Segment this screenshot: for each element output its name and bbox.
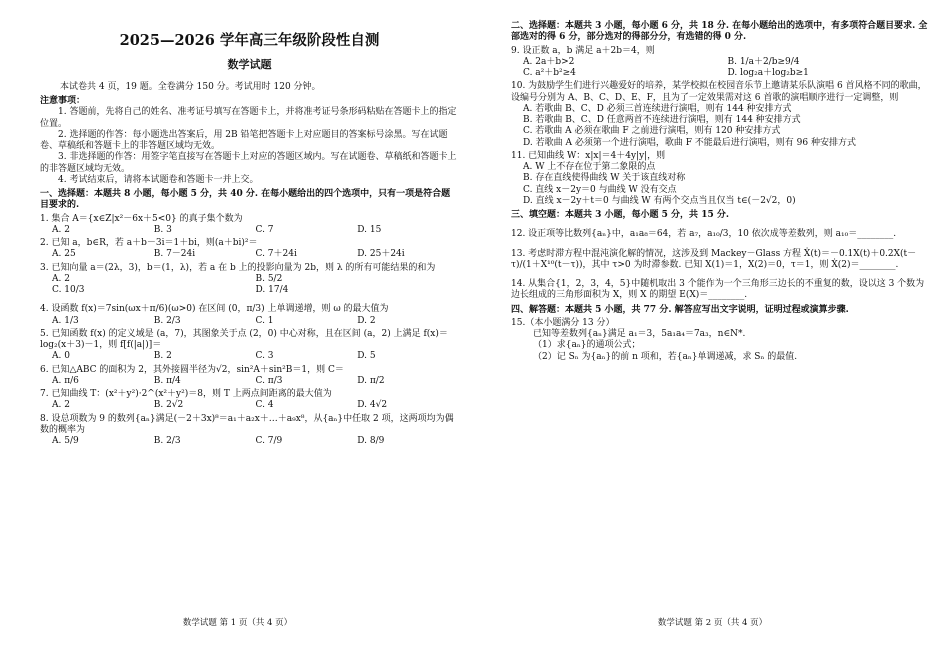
option: A. 2	[52, 273, 70, 284]
option: C. 10/3	[52, 285, 85, 296]
question-2: 2. 已知 a，b∈R，若 a＋b－3i＝1＋bi，则(a＋bi)²＝	[40, 238, 258, 249]
exam-subtitle: 数学试题	[227, 58, 272, 72]
notice-2: 2. 选择题的作答：每小题选出答案后，用 2B 铅笔把答题卡上对应题目的答案标号涂黑。写在试题卷、草稿纸和答题卡上的非答题区域均无效。	[40, 129, 448, 152]
question-15-part-2: （2）记 Sₙ 为{aₙ}的前 n 项和，若{aₙ}单调递减，求 Sₙ 的最值.	[533, 351, 798, 362]
option: D. 15	[357, 224, 382, 235]
question-6-options	[40, 376, 459, 387]
question-15-heading: 15.（本小题满分 13 分）	[511, 317, 615, 328]
question-4-options	[40, 316, 459, 327]
option: D. 5	[357, 351, 376, 362]
question-7-options	[40, 400, 459, 411]
option: C. 1	[255, 315, 274, 326]
option: A. 2	[52, 400, 70, 411]
question-12: 12. 设正项等比数列{aₙ}中，a₁a₈＝64，若 a₇，a₁₀/3，10 依次成等差数列，则 a₁₀＝________.	[511, 229, 897, 240]
question-5-options	[40, 351, 459, 362]
question-11: 11. 已知曲线 W：x|x|＝4＋4y|y|，则	[511, 150, 666, 161]
notice-heading: 注意事项：	[40, 96, 86, 107]
option: A. 2	[52, 224, 70, 235]
option: A. 5/9	[52, 436, 79, 447]
option: C. 4	[255, 400, 274, 411]
question-8: 8. 设总项数为 9 的数列{aₙ}满足(－2＋3x)⁸＝a₁＋a₂x＋…＋a₉x⁸，从{aₙ}中任取 2 项，这两项均为偶数的概率为	[40, 413, 454, 435]
notice-1: 1. 答题前，先将自己的姓名、准考证号填写在答题卡上，并将准考证号条形码粘贴在答题卡上的指定位置。	[40, 107, 457, 129]
page-footer: 数学试题 第 1 页（共 4 页）	[182, 618, 293, 629]
option: D. 若歌曲 A 必须第一个进行演唱，歌曲 F 不能最后进行演唱，则有 96 种安排方式	[523, 137, 856, 148]
option: A. 1/3	[52, 315, 79, 326]
option: B. 1/a＋2/b≥9/4	[727, 56, 800, 67]
option: B. π/4	[153, 375, 181, 386]
option: B. 2/3	[153, 436, 181, 447]
option: C. a²＋b²≥4	[523, 68, 576, 78]
option: D. π/2	[357, 375, 385, 386]
question-2-options	[40, 249, 459, 260]
question-9-options	[511, 57, 932, 80]
notice-3: 3. 非选择题的作答：用签字笔直接写在答题卡上对应的答题区域内。写在试题卷、草稿纸和答题卡上的非答题区域均无效。	[40, 152, 457, 174]
question-7: 7. 已知曲线 T：(x²＋y²)·2^(x²＋y²)＝8，则 T 上两点间距离的最大值为	[40, 389, 332, 400]
option: B. 存在直线使得曲线 W 关于该直线对称	[523, 173, 686, 184]
option: C. 7	[255, 224, 274, 235]
question-15-part-1: （1）求{aₙ}的通项公式；	[533, 340, 641, 351]
question-13: 13. 考虑时滞方程中混沌演化解的情况，这涉及到 Mackey－Glass 方程 Ẋ(t)＝－0.1X(t)＋0.2X(t－τ)/(1＋X¹⁰(t－τ))，其中 τ>0 为时滞参数. 已知 X(1)＝1，X(2)＝0，τ＝1，则 Ẋ(2)＝________.	[511, 248, 917, 270]
option: D. log₂a＋log₂b≥1	[727, 68, 809, 78]
option: A. W 上不存在位于第二象限的点	[523, 162, 656, 172]
option: C. 3	[255, 351, 274, 362]
question-15-stem: 已知等差数列{aₙ}满足 a₁＝3，5a₁a₄＝7a₃，n∈N*.	[533, 329, 746, 339]
question-4: 4. 设函数 f(x)＝7sin(ωx＋π/6)(ω>0) 在区间 (0，π/3) 上单调递增，则 ω 的最大值为	[40, 304, 389, 315]
page-footer: 数学试题 第 2 页（共 4 页）	[657, 618, 768, 629]
question-8-options	[40, 436, 459, 447]
exam-info: 本试卷共 4 页，19 题。全卷满分 150 分。考试用时 120 分钟。	[60, 81, 321, 92]
question-5: 5. 已知函数 f(x) 的定义域是 (a，7)，其图象关于点 (2，0) 中心对称，且在区间 (a，2) 上满足 f(x)＝log₂(x＋3)－1，则 f[f(|a|)]＝	[40, 328, 448, 351]
option: A. 0	[52, 351, 70, 362]
question-10: 10. 为鼓励学生们进行兴趣爱好的培养，某学校拟在校园音乐节上邀请某乐队演唱 6 首风格不同的歌曲，设编号分别为 A、B、C、D、E、F，且为了一定效果需对这 6 首歌的演唱顺序进行一定调整，则	[511, 81, 927, 103]
option: C. π/3	[255, 375, 283, 386]
page-2	[475, 0, 950, 659]
option: C. 直线 x－2y＝0 与曲线 W 没有交点	[523, 184, 677, 195]
notice-4: 4. 考试结束后，请将本试题卷和答题卡一并上交。	[58, 174, 259, 185]
option: C. 若歌曲 A 必须在歌曲 F 之前进行演唱，则有 120 种安排方式	[523, 126, 781, 137]
option: B. 2/3	[153, 315, 181, 326]
exam-title: 2025—2026 学年高三年级阶段性自测	[119, 32, 380, 49]
option: B. 5/2	[255, 273, 283, 284]
option: D. 8/9	[357, 436, 385, 447]
option: D. 17/4	[255, 285, 289, 296]
question-3-options	[40, 274, 459, 297]
question-1-options	[40, 225, 459, 236]
option: B. 2√2	[153, 400, 184, 411]
question-14: 14. 从集合{1，2，3，4，5}中随机取出 3 个能作为一个三角形三边长的不重复的数，设以这 3 个数为边长组成的三角形面积为 X，则 X 的期望 E(X)＝________.	[511, 279, 925, 301]
option: A. π/6	[52, 375, 79, 386]
option: B. 7－24i	[153, 249, 196, 260]
option: C. 7/9	[255, 436, 283, 447]
question-1: 1. 集合 A＝{x∈Z|x²－6x＋5<0} 的真子集个数为	[40, 213, 243, 224]
section-1-heading: 一、选择题：本题共 8 小题，每小题 5 分，共 40 分. 在每小题给出的四个选项中，只有一项是符合题目要求的.	[40, 189, 451, 211]
option: D. 4√2	[357, 400, 388, 411]
section-4-heading: 四、解答题：本题共 5 小题，共 77 分. 解答应写出文字说明，证明过程或演算步骤.	[511, 304, 849, 315]
question-3: 3. 已知向量 a＝(2λ，3)，b＝(1，λ)，若 a 在 b 上的投影向量为 2b，则 λ 的所有可能结果的和为	[40, 262, 436, 273]
section-3-heading: 三、填空题：本题共 3 小题，每小题 5 分，共 15 分.	[511, 210, 729, 220]
question-6: 6. 已知△ABC 的面积为 2，其外接圆半径为√2，sin²A＋sin²B＝1，则 C＝	[40, 364, 344, 375]
question-9: 9. 设正数 a，b 满足 a＋2b＝4，则	[511, 45, 655, 56]
option: B. 若歌曲 B、C、D 任意两首不连续进行演唱，则有 144 种安排方式	[523, 115, 801, 125]
option: D. 直线 x－2y＋t＝0 与曲线 W 有两个交点当且仅当 t∈(－2√2，0)	[523, 195, 796, 206]
option: A. 若歌曲 B、C、D 必须三首连续进行演唱，则有 144 种安排方式	[523, 103, 792, 114]
option: B. 3	[153, 224, 172, 235]
option: C. 7＋24i	[255, 249, 297, 260]
section-2-heading: 二、选择题：本题共 3 小题，每小题 6 分，共 18 分. 在每小题给出的选项中，有多项符合题目要求. 全部选对的得 6 分，部分选对的得部分分，有选错的得 0 分.	[511, 21, 928, 43]
option: D. 2	[357, 315, 376, 326]
option: A. 2a＋b>2	[523, 56, 575, 67]
option: D. 25＋24i	[357, 249, 405, 260]
option: A. 25	[52, 249, 76, 260]
option: B. 2	[153, 351, 172, 362]
